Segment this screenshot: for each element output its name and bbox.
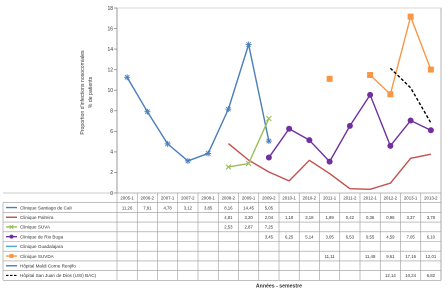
data-label: 5,05: [264, 205, 274, 211]
data-label: 14,45: [243, 205, 255, 211]
y-tick-label: 10: [107, 88, 113, 95]
data-label: 4,59: [386, 234, 395, 240]
data-label: 7,91: [143, 205, 152, 211]
data-label: 2,87: [244, 224, 253, 230]
legend-label: Clinique Guadalajara: [20, 244, 63, 250]
data-label: 10,24: [405, 273, 417, 279]
series-line: [127, 44, 269, 160]
y-tick-label: 18: [107, 5, 113, 12]
legend-label: Hôpital San Juan de Dios (USI) BAC): [20, 273, 97, 279]
data-point: [387, 91, 393, 97]
x-tick-label: 2007-1: [160, 195, 175, 201]
x-tick-label: 2011-1: [323, 195, 337, 201]
data-label: 2,04: [264, 214, 274, 220]
data-label: 3,20: [244, 214, 253, 220]
x-tick-label: 2006-2: [140, 195, 155, 201]
data-label: 6,82: [426, 273, 436, 279]
data-label: 11,48: [364, 253, 376, 259]
x-tick-label: 2005-1: [120, 195, 134, 201]
y-tick-label: 6: [110, 129, 113, 136]
data-label: 7,05: [406, 234, 415, 240]
data-label: 3,37: [406, 214, 415, 220]
data-point: [347, 123, 353, 129]
data-point: [428, 67, 434, 73]
data-point: [266, 155, 272, 161]
x-tick-label: 2008-1: [201, 195, 215, 201]
x-tick-label: 2007-2: [181, 195, 195, 201]
data-label: 8,16: [224, 205, 233, 211]
data-point: [286, 126, 292, 132]
data-label: 11,26: [121, 205, 133, 211]
data-label: 3,12: [183, 205, 193, 211]
x-tick-label: 2009-1: [241, 195, 256, 201]
data-label: 11,11: [324, 253, 335, 259]
x-tick-label: 2012-2: [383, 195, 398, 201]
data-label: 9,61: [386, 253, 395, 259]
data-point: [367, 72, 373, 78]
data-label: 6,10: [426, 234, 436, 240]
data-label: 3,45: [264, 234, 274, 240]
legend-label: Clinique Palmira: [20, 214, 54, 220]
x-tick-label: 2010-1: [282, 195, 296, 201]
legend-label: Clinique SUVDA: [20, 253, 54, 259]
data-label: 12,14: [384, 273, 396, 279]
data-point: [428, 127, 434, 133]
data-label: 0,42: [345, 214, 355, 220]
legend-label: Clinique Santiago de Cali: [20, 205, 72, 211]
y-tick-label: 14: [107, 46, 113, 53]
y-tick-label: 12: [107, 67, 113, 74]
x-tick-label: 2011-2: [343, 195, 357, 201]
data-label: 17,16: [405, 253, 417, 259]
data-label: 3,18: [305, 214, 314, 220]
data-label: 3,85: [203, 205, 213, 211]
legend-label: Clinique de Rio Buga: [20, 234, 64, 240]
data-label: 4,81: [224, 214, 233, 220]
data-point: [367, 92, 373, 98]
data-point: [408, 14, 414, 20]
data-point: [327, 76, 333, 82]
y-tick-label: 0: [110, 190, 113, 197]
x-axis-label: Années - semestre: [255, 283, 303, 290]
y-tick-label: 8: [110, 108, 113, 115]
x-tick-label: 2010-2: [302, 195, 317, 201]
data-label: 7,25: [264, 224, 274, 230]
y-axis-label: % de patients: [88, 76, 94, 109]
legend-label: Clinique SUVA: [20, 224, 51, 230]
series-line: [370, 17, 431, 95]
y-tick-label: 4: [110, 149, 113, 156]
series-line: [390, 68, 431, 123]
data-label: 3,78: [426, 214, 436, 220]
y-tick-label: 16: [107, 26, 113, 33]
y-axis-label: Proportion d'infections nosocomiales: [80, 50, 86, 135]
plot-area: [117, 8, 441, 193]
data-label: 4,78: [163, 205, 172, 211]
data-label: 1,89: [325, 214, 334, 220]
x-tick-label: 2008-2: [221, 195, 236, 201]
legend-marker: [10, 254, 14, 258]
data-label: 5,14: [305, 234, 314, 240]
legend-label: Hôpital Maldi Corne Renjifo: [20, 263, 76, 269]
data-label: 3,05: [325, 234, 334, 240]
x-tick-label: 2013-2: [424, 195, 438, 201]
data-point: [306, 137, 312, 143]
legend-marker: [10, 235, 14, 239]
data-point: [327, 159, 333, 165]
data-label: 0,96: [386, 214, 395, 220]
x-tick-label: 2009-2: [262, 195, 276, 201]
data-label: 6,53: [345, 234, 355, 240]
data-point: [387, 143, 393, 149]
data-label: 12,01: [425, 253, 437, 259]
data-label: 0,36: [365, 214, 375, 220]
y-tick-label: 2: [110, 170, 113, 177]
x-tick-label: 2013-1: [403, 195, 418, 201]
data-label: 6,25: [284, 234, 294, 240]
data-label: 2,53: [224, 224, 233, 230]
series-line: [228, 144, 431, 190]
data-label: 9,55: [365, 234, 375, 240]
x-tick-label: 2012-1: [363, 195, 377, 201]
data-point: [408, 118, 414, 124]
data-label: 1,18: [284, 214, 294, 220]
